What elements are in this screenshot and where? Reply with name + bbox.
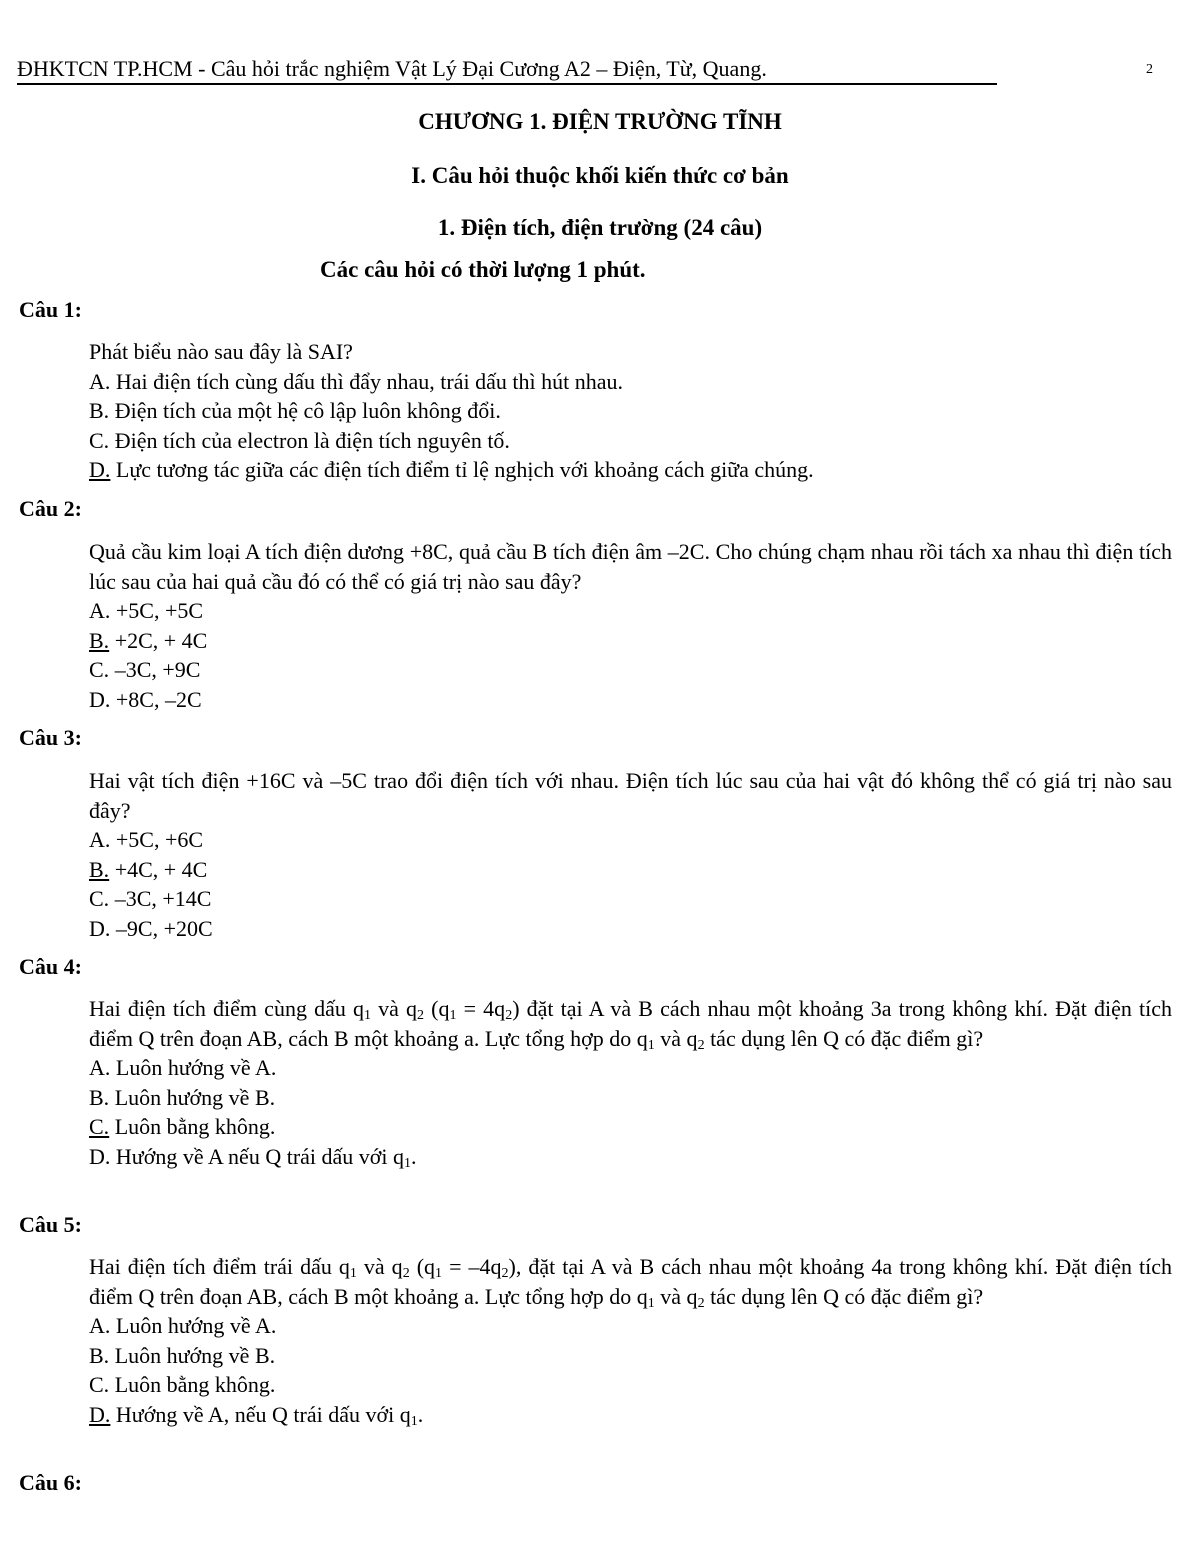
option-c xyxy=(89,426,1172,456)
chapter-title: CHƯƠNG 1. ĐIỆN TRƯỜNG TĨNH xyxy=(418,109,782,134)
option-letter: B. xyxy=(89,1342,110,1368)
option-letter: C. xyxy=(89,1372,110,1397)
option-text: Luôn hướng về B. xyxy=(109,1342,276,1368)
option-b-correct xyxy=(89,626,1172,656)
option-letter-correct: B. xyxy=(89,627,110,653)
option-letter: C. xyxy=(89,657,110,682)
option-letter: C. xyxy=(89,886,110,911)
option-text: –3C, +9C xyxy=(109,657,201,682)
option-letter-correct: D. xyxy=(89,1401,111,1427)
option-text: Luôn bằng không. xyxy=(109,1114,276,1139)
option-letter: B. xyxy=(89,398,110,423)
option-letter: A. xyxy=(89,1313,111,1338)
option-b xyxy=(89,1341,1172,1371)
option-letter: B. xyxy=(89,1084,110,1110)
question-5-stem: Hai điện tích điểm trái dấu $q_1$ và $q_2$ $(q_1 = -4q_2)$, đặt tại A và B cách nhau một khoảng 4a trong không khí. Đặt điện tích điểm Q trên đoạn AB, cách B một khoảng a. Lực tổng hợp do $q_1$ và $q_2$ tác dụng lên Q có đặc điểm gì? xyxy=(89,1254,1173,1311)
option-text: +2C, + 4C xyxy=(109,627,208,653)
option-letter: D. xyxy=(89,1143,111,1169)
option-d xyxy=(89,914,1172,944)
question-4 xyxy=(89,994,1172,1171)
question-4-stem: Hai điện tích điểm cùng dấu $q_1$ và $q_2$ $(q_1 = 4q_2)$ đặt tại A và B cách nhau một khoảng 3a trong không khí. Đặt điện tích điểm Q trên đoạn AB, cách B một khoảng a. Lực tổng hợp do $q_1$ và $q_2$ tác dụng lên Q có đặc điểm gì? xyxy=(89,996,1172,1053)
option-a xyxy=(89,1311,1172,1341)
option-letter: A. xyxy=(89,598,111,623)
option-c xyxy=(89,884,1172,914)
option-text: Hướng về A, nếu Q trái dấu với q xyxy=(110,1401,411,1427)
question-3-label: Câu 3: xyxy=(19,725,82,750)
section-title: I. Câu hỏi thuộc khối kiến thức cơ bản xyxy=(411,163,789,188)
option-d-correct: D. Hướng về A, nếu Q trái dấu với $q_1$. xyxy=(89,1401,424,1429)
question-2-stem: Quả cầu kim loại A tích điện dương +8C, quả cầu B tích điện âm –2C. Cho chúng chạm nhau rồi tách xa nhau thì điện tích lúc sau của hai quả cầu đó có thể có giá trị nào sau đây? xyxy=(89,539,1172,594)
option-letter: A. xyxy=(89,1055,111,1080)
option-text: –9C, +20C xyxy=(110,915,213,941)
option-b-correct xyxy=(89,855,1172,885)
option-text: Luôn bằng không. xyxy=(109,1372,276,1397)
question-2 xyxy=(89,537,1172,714)
option-text: Hướng về A nếu Q trái dấu với q xyxy=(110,1143,405,1169)
option-text: Hai điện tích cùng dấu thì đẩy nhau, trái dấu thì hút nhau. xyxy=(110,368,623,394)
question-5 xyxy=(89,1252,1172,1429)
question-6-label: Câu 6: xyxy=(19,1470,82,1495)
option-text: Điện tích của electron là điện tích nguyên tố. xyxy=(109,427,510,453)
option-d: D. Hướng về A nếu Q trái dấu với $q_1$. xyxy=(89,1143,417,1171)
option-text: Điện tích của một hệ cô lập luôn không đổi. xyxy=(109,398,501,423)
page-number: 2 xyxy=(1146,62,1153,77)
option-letter: A. xyxy=(89,368,111,394)
option-d-correct xyxy=(89,455,1172,485)
option-b xyxy=(89,396,1172,426)
option-text: +5C, +5C xyxy=(110,598,204,623)
option-letter-correct: B. xyxy=(89,856,110,882)
subsection-title: 1. Điện tích, điện trường (24 câu) xyxy=(437,215,763,240)
question-1-stem: Phát biểu nào sau đây là SAI? xyxy=(89,339,353,364)
question-3 xyxy=(89,766,1172,943)
option-d xyxy=(89,685,1172,715)
option-letter: D. xyxy=(89,915,111,941)
running-header: ĐHKTCN TP.HCM - Câu hỏi trắc nghiệm Vật Lý Đại Cương A2 – Điện, Từ, Quang. xyxy=(17,56,997,85)
option-c xyxy=(89,655,1172,685)
question-3-stem: Hai vật tích điện +16C và –5C trao đổi điện tích với nhau. Điện tích lúc sau của hai vật đó không thể có giá trị nào sau đây? xyxy=(89,768,1172,823)
question-2-label: Câu 2: xyxy=(19,496,82,521)
option-letter: C. xyxy=(89,427,110,453)
option-text: Lực tương tác giữa các điện tích điểm tỉ lệ nghịch với khoảng cách giữa chúng. xyxy=(110,457,814,482)
option-letter-correct: C. xyxy=(89,1114,110,1139)
option-c-correct xyxy=(89,1112,1172,1142)
question-5-label: Câu 5: xyxy=(19,1212,82,1237)
option-letter-correct: D. xyxy=(89,457,111,482)
option-text: +5C, +6C xyxy=(110,827,204,852)
question-4-label: Câu 4: xyxy=(19,954,82,979)
option-text: Luôn hướng về B. xyxy=(109,1084,276,1110)
option-text: –3C, +14C xyxy=(109,886,212,911)
option-c xyxy=(89,1370,1172,1400)
option-text: +4C, + 4C xyxy=(109,856,208,882)
option-letter: A. xyxy=(89,827,111,852)
option-a xyxy=(89,367,1172,397)
question-1 xyxy=(89,337,1172,485)
question-1-label: Câu 1: xyxy=(19,297,82,322)
option-text: +8C, –2C xyxy=(110,686,202,712)
option-letter: D. xyxy=(89,686,111,712)
option-text: Luôn hướng về A. xyxy=(110,1313,277,1338)
option-a xyxy=(89,825,1172,855)
option-text: Luôn hướng về A. xyxy=(110,1055,277,1080)
option-a xyxy=(89,1053,1172,1083)
option-a xyxy=(89,596,1172,626)
option-b xyxy=(89,1083,1172,1113)
duration-note: Các câu hỏi có thời lượng 1 phút. xyxy=(320,257,646,282)
